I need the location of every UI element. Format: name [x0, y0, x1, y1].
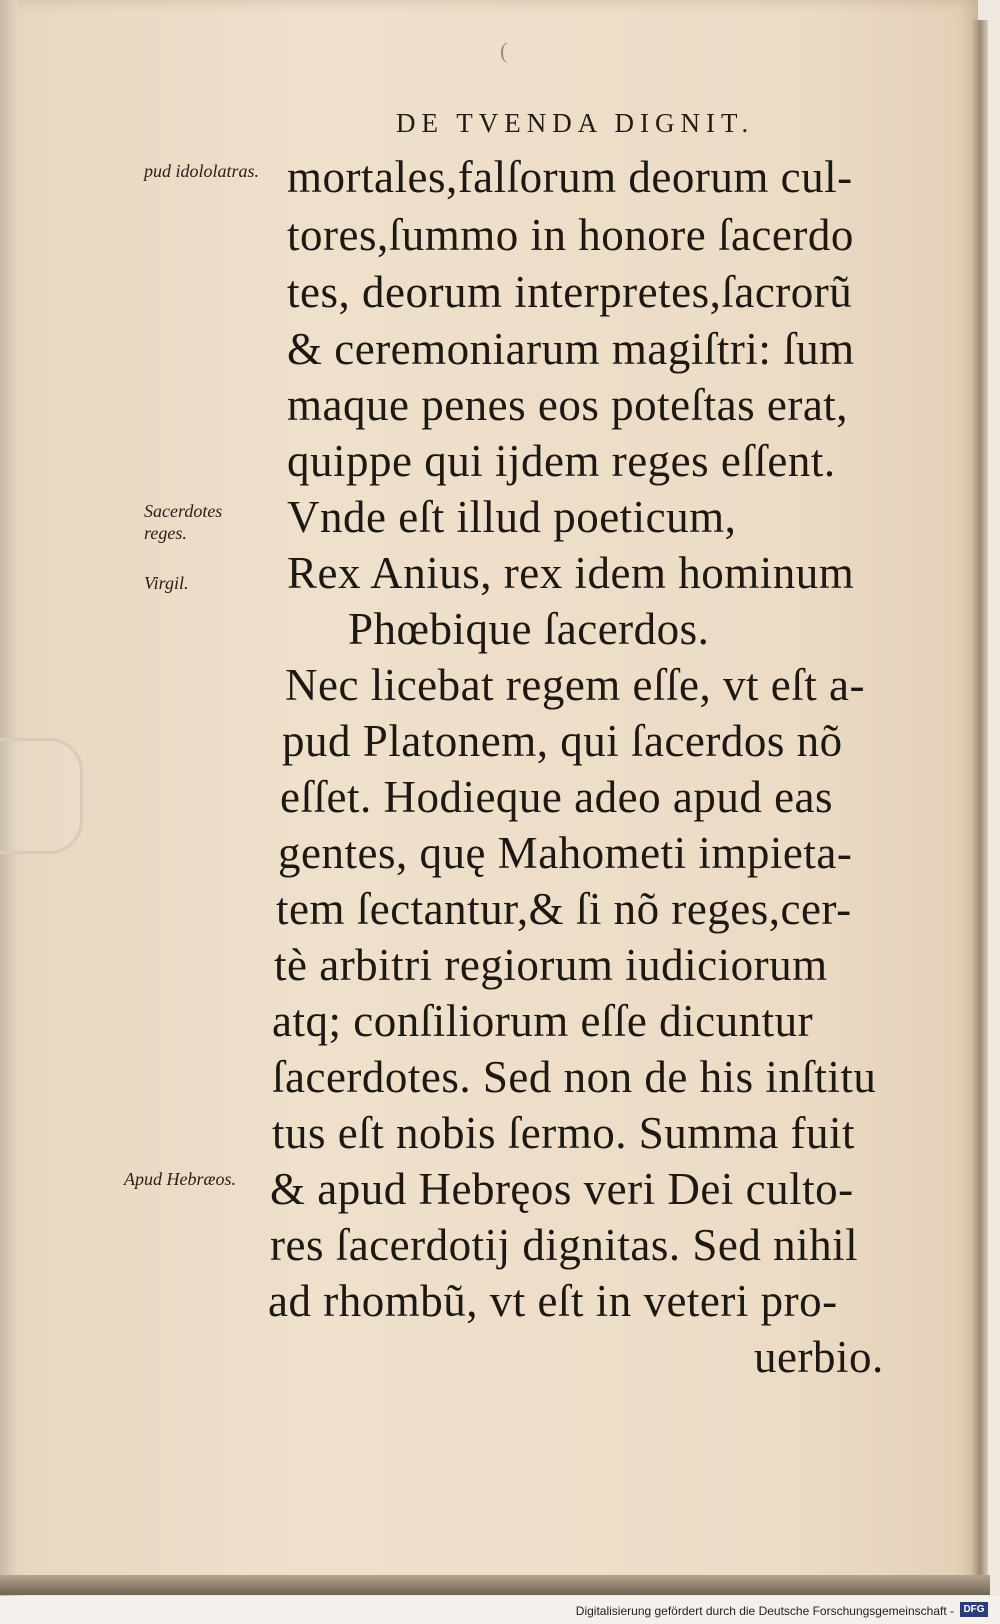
text-line: & ceremoniarum magiſtri: ſum [287, 324, 855, 374]
text-line: tes, deorum interpretes,ſacrorũ [287, 267, 853, 317]
text-line: uerbio. [754, 1332, 884, 1382]
text-line: Vnde eſt illud poeticum, [287, 492, 737, 542]
text-line: tores,ſummo in honore ſacerdo [287, 210, 854, 260]
text-line: pud Platonem, qui ſacerdos nõ [282, 716, 843, 766]
margin-note-apud-hebraeos: Apud Hebræos. [124, 1169, 236, 1189]
text-line: & apud Hebręos veri Dei culto- [270, 1164, 854, 1214]
tab-impression [0, 738, 83, 854]
dfg-logo: DFG [960, 1602, 988, 1617]
text-line: quippe qui ijdem reges eſſent. [287, 436, 836, 486]
page-bottom-edge [0, 1575, 990, 1595]
text-line: tus eſt nobis ſermo. Summa fuit [272, 1108, 855, 1158]
text-line: res ſacerdotij dignitas. Sed nihil [270, 1220, 859, 1270]
text-line: gentes, quę Mahometi impieta- [278, 828, 853, 878]
text-line: maque penes eos poteſtas erat, [287, 380, 849, 430]
page-mark: ( [500, 38, 508, 63]
digitization-credit: Digitalisierung gefördert durch die Deutsche Forschungsgemeinschaft - [575, 1604, 954, 1618]
text-line: tè arbitri regiorum iudiciorum [274, 940, 828, 990]
margin-note-sacerdotes-reges: Sacerdotes reges. [144, 501, 223, 543]
text-line: tem ſectantur,& ſi nõ reges,cer- [276, 884, 852, 934]
margin-note-idololatras: pud idololatras. [144, 161, 260, 181]
text-line: atq; conſiliorum eſſe dicuntur [272, 996, 814, 1046]
text-line: Rex Anius, rex idem hominum [287, 548, 855, 598]
text-line: Nec licebat regem eſſe, vt eſt a- [285, 660, 865, 710]
running-head: DE TVENDA DIGNIT. [396, 108, 755, 138]
margin-note-virgil: Virgil. [144, 573, 189, 593]
page-fore-edge [972, 20, 988, 1585]
text-line: Phœbique ſacerdos. [348, 604, 710, 654]
text-line: eſſet. Hodieque adeo apud eas [280, 772, 834, 822]
text-line: mortales,falſorum deorum cul- [287, 152, 853, 202]
text-line: ſacerdotes. Sed non de his inſtitu [272, 1052, 877, 1102]
text-line: ad rhombũ, vt eſt in veteri pro- [268, 1276, 838, 1326]
